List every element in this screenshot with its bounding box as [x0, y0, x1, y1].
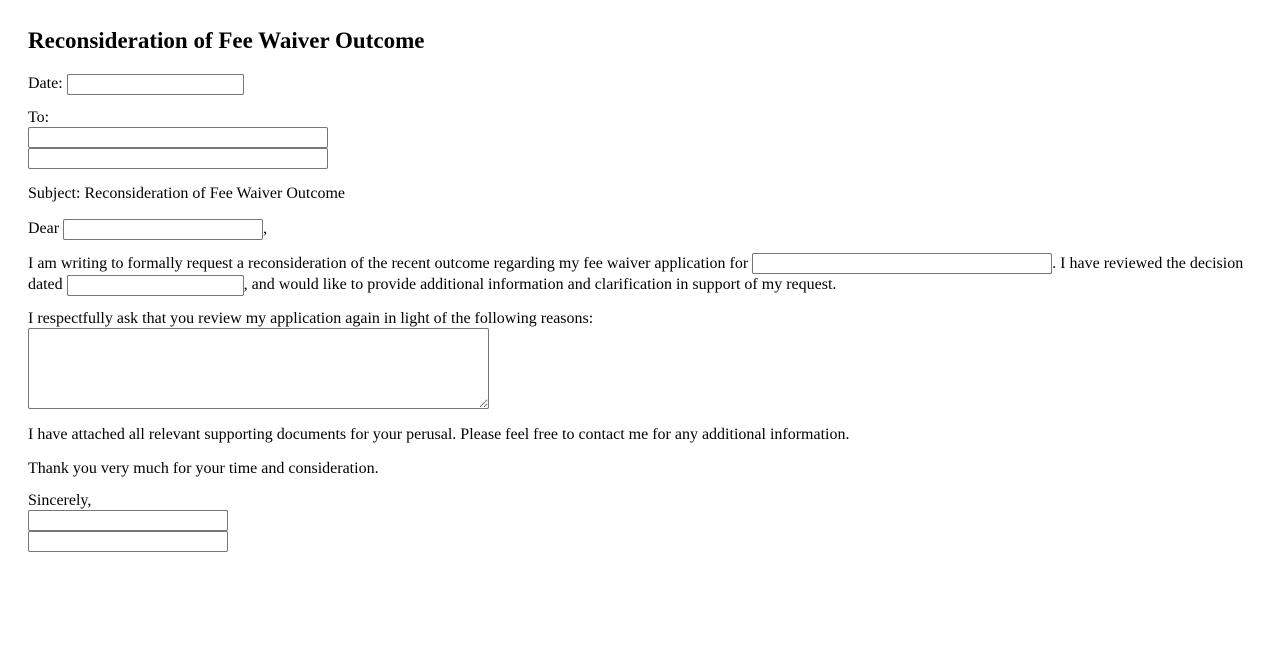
to-label: To:: [28, 108, 50, 126]
closing-label: Sincerely,: [28, 492, 92, 510]
application-input[interactable]: [752, 253, 1052, 274]
salutation-name-input[interactable]: [63, 219, 263, 240]
request-text-part-3: , and would like to provide additional information and clarification in support of my request.: [243, 276, 837, 294]
recipient-line-1-input[interactable]: [28, 127, 328, 148]
decision-date-input[interactable]: [67, 275, 244, 296]
subject-line: Subject: Reconsideration of Fee Waiver Outcome: [28, 184, 345, 202]
thanks-text: Thank you very much for your time and consideration.: [28, 460, 379, 478]
recipient-line-2-input[interactable]: [28, 148, 328, 169]
reasons-block: [28, 310, 1250, 409]
salutation-row: [28, 218, 1250, 240]
date-label: Date:: [28, 75, 63, 92]
request-text-part-1: I am writing to formally request a reconsideration of the recent outcome regarding my fee waiver application for: [28, 254, 749, 272]
reasons-textarea[interactable]: [28, 328, 489, 409]
date-row: [28, 73, 1250, 95]
signature-line-2-input[interactable]: [28, 531, 228, 552]
reasons-label: I respectfully ask that you review my application again in light of the following reasons:: [28, 310, 594, 328]
signature-block: [28, 492, 1250, 552]
dear-label: Dear: [28, 219, 60, 237]
recipient-block: [28, 109, 1250, 169]
attached-documents-text: I have attached all relevant supporting documents for your perusal. Please feel free to contact me for any additional information.: [28, 426, 850, 444]
request-text-part-2: . I have reviewed the decision dated: [28, 254, 1244, 294]
date-input[interactable]: [67, 74, 244, 95]
signature-line-1-input[interactable]: [28, 510, 228, 531]
salutation-comma: ,: [263, 219, 268, 237]
request-paragraph: [28, 253, 1250, 297]
page-title: Reconsideration of Fee Waiver Outcome: [28, 28, 425, 53]
